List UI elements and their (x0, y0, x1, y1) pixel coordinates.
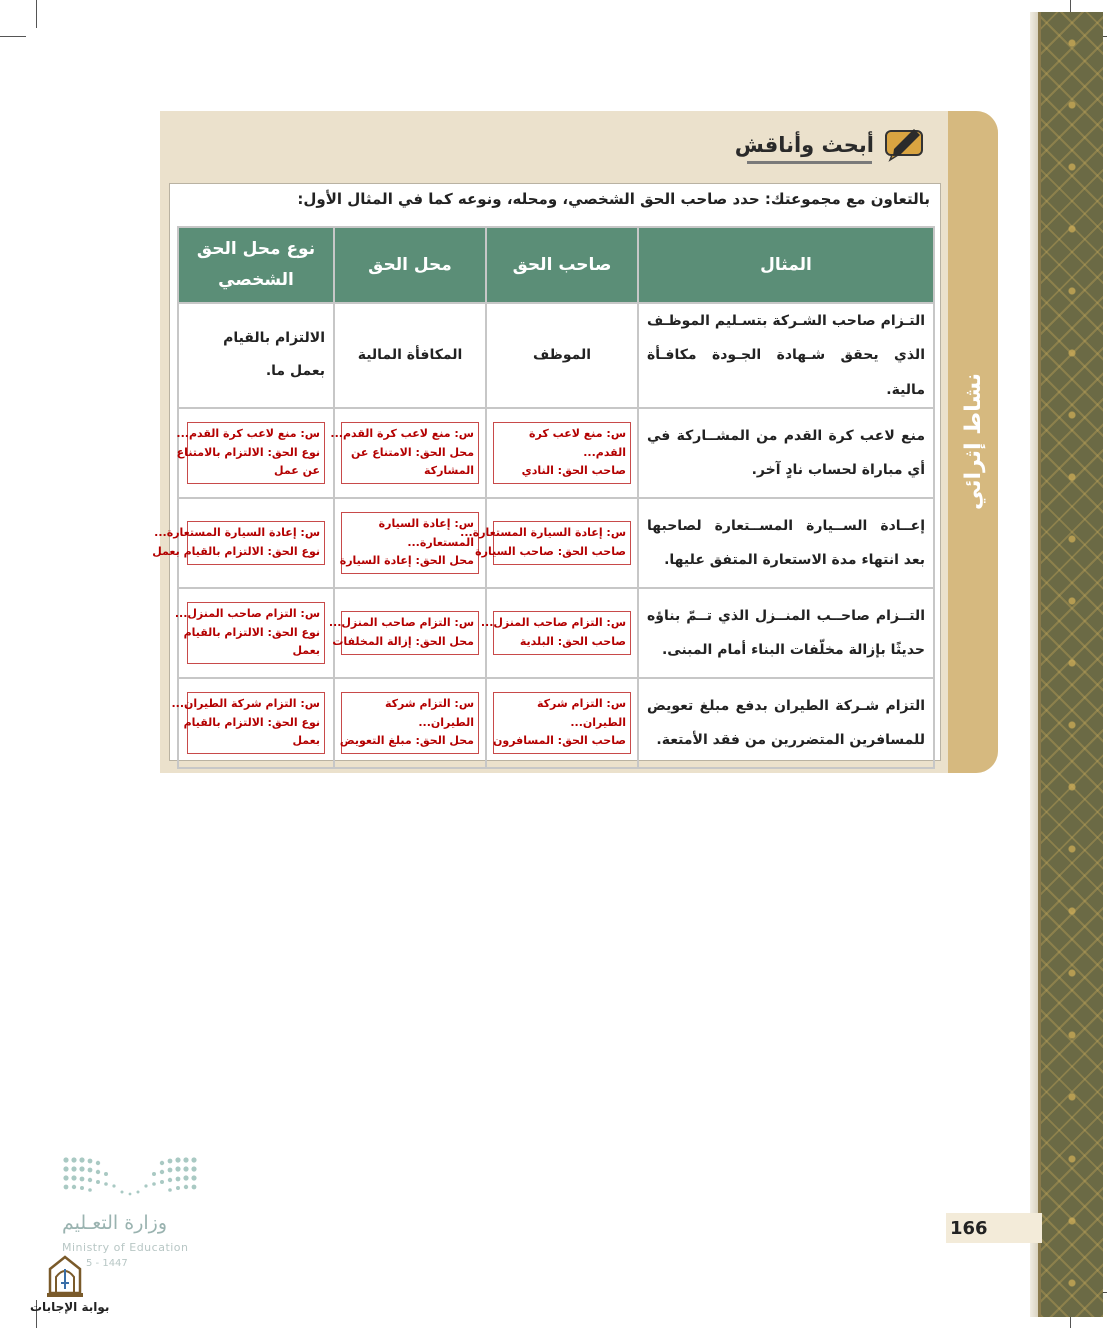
answer-line: س: التزام شركة الطيران... (171, 696, 320, 710)
ministry-name-english: Ministry of Education (62, 1241, 189, 1254)
table-row (178, 678, 934, 768)
example-cell: التزام شـركة الطيران بدفع مبلغ تعويض للمسافرين المتضررين من فقد الأمتعة. (638, 678, 934, 768)
table-row (178, 408, 934, 498)
header-example: المثال (638, 227, 934, 303)
answer-line: محل الحق: مبلغ التعويض (339, 734, 474, 748)
answer-line: س: التزام صاحب المنزل... (328, 616, 474, 630)
answer-line: القدم... (583, 445, 626, 459)
subject-cell (330, 408, 486, 498)
page-edge-shadow (1030, 12, 1038, 1317)
answer-box (480, 611, 631, 654)
answer-line: صاحب الحق: المسافرون (492, 734, 626, 748)
answer-line: نوع الحق: الالتزام بالقيام (183, 715, 320, 729)
answer-box (341, 692, 479, 754)
subject-cell (334, 498, 486, 588)
table-row (178, 303, 934, 408)
answer-line: صاحب الحق: صاحب السيارة (475, 544, 626, 558)
answer-line: صاحب الحق: النادي (521, 464, 626, 478)
type-cell (152, 498, 334, 588)
heading-underline (747, 161, 872, 164)
crop-mark (0, 36, 26, 37)
answer-line: الطيران... (570, 715, 626, 729)
answer-line: نوع الحق: الالتزام بالامتناع (176, 445, 320, 459)
answer-line: س: إعادة السيارة المستعارة... (154, 526, 320, 540)
answer-box (341, 512, 479, 574)
header-owner: صاحب الحق (486, 227, 638, 303)
answer-line: بعمل (292, 644, 320, 658)
answer-line: س: منع لاعب كرة القدم... (176, 426, 320, 440)
answer-line: بعمل (292, 734, 320, 748)
ministry-year: 5 - 1447 (86, 1258, 128, 1269)
answer-box (493, 422, 631, 484)
subject-cell (328, 588, 486, 678)
owner-cell (480, 588, 638, 678)
subject-cell (334, 678, 486, 768)
answer-line: المشاركة (424, 464, 474, 478)
answer-line: س: التزام صاحب المنزل... (480, 616, 626, 630)
type-cell (171, 678, 334, 768)
table-header-row (178, 227, 934, 303)
header-type: نوع محل الحق الشخصي (178, 227, 334, 303)
answer-box (171, 692, 325, 754)
answer-line: س: إعادة السيارة المستعارة... (460, 526, 626, 540)
subject-cell: المكافأة المالية (334, 303, 486, 408)
answer-line: صاحب الحق: البلدية (519, 634, 626, 648)
example-cell: التــزام صاحــب المنــزل الذي تــمّ بناؤه حديثًا بإزالة مخلّفات البناء أمام المبنى. (638, 588, 934, 678)
answer-line: س: التزام شركة (384, 696, 474, 710)
site-name: بوابة الإجابات (30, 1300, 110, 1314)
activity-heading (735, 125, 926, 165)
answer-line: محل الحق: إزالة المخلفات (332, 634, 474, 648)
ministry-name-arabic: وزارة التعـليم (62, 1212, 168, 1234)
side-label: نشاط إثرائي (960, 372, 986, 510)
answer-line: س: إعادة السيارة (378, 516, 474, 530)
answer-box (176, 422, 325, 484)
answer-box (174, 602, 325, 664)
example-cell: التـزام صاحب الشـركة بتسـليم الموظـف الذي يحقق شـهادة الجـودة مكافـأة مالية. (638, 303, 934, 408)
answer-box (152, 521, 325, 564)
header-subject: محل الحق (334, 227, 486, 303)
owner-cell (460, 498, 638, 588)
type-cell (178, 408, 334, 498)
discussion-pen-icon (884, 125, 926, 165)
rights-table (152, 226, 935, 769)
answer-line: محل الحق: الامتناع عن (351, 445, 474, 459)
crop-mark (36, 0, 37, 28)
answer-line: نوع الحق: الالتزام بالقيام (183, 625, 320, 639)
answer-box (330, 422, 479, 484)
owner-cell (486, 678, 638, 768)
activity-panel (152, 111, 998, 773)
answer-line: س: التزام صاحب المنزل... (174, 606, 320, 620)
owner-cell: الموظف (486, 303, 638, 408)
answer-line: محل الحق: إعادة السيارة (339, 554, 474, 568)
site-logo-icon (44, 1255, 86, 1303)
answer-box (493, 692, 631, 754)
type-cell (174, 588, 334, 678)
answer-line: س: منع لاعب كرة (529, 426, 626, 440)
answer-line: س: منع لاعب كرة القدم... (330, 426, 474, 440)
example-cell: إعــادة الســيارة المســتعارة لصاحبها بعد انتهاء مدة الاستعارة المتفق عليها. (638, 498, 934, 588)
instruction-text: بالتعاون مع مجموعتك: حدد صاحب الحق الشخصي، ومحله، ونوعه كما في المثال الأول: (297, 190, 930, 208)
owner-cell (486, 408, 638, 498)
activity-title: أبحث وأناقش (734, 133, 874, 157)
page-number: 166 (946, 1213, 1042, 1243)
answer-line: الطيران... (418, 715, 474, 729)
ministry-logo-dots (63, 1156, 197, 1204)
answer-line: نوع الحق: الالتزام بالقيام بعمل (152, 544, 320, 558)
decorative-border (1038, 12, 1103, 1317)
answer-box (460, 521, 631, 564)
activity-side-tab (948, 111, 998, 773)
type-line: بعمل ما. (265, 363, 325, 380)
answer-line: المستعارة... (407, 535, 474, 549)
activity-content (152, 183, 941, 761)
type-cell (178, 303, 334, 408)
answer-line: س: التزام شركة (536, 696, 626, 710)
type-line: الالتزام بالقيام (223, 329, 325, 346)
answer-line: عن عمل (274, 464, 320, 478)
table-row (178, 498, 934, 588)
answer-box (328, 611, 479, 654)
table-row (178, 588, 934, 678)
example-cell: منع لاعب كرة القدم من المشــاركة في أي مباراة لحساب نادٍ آخر. (638, 408, 934, 498)
